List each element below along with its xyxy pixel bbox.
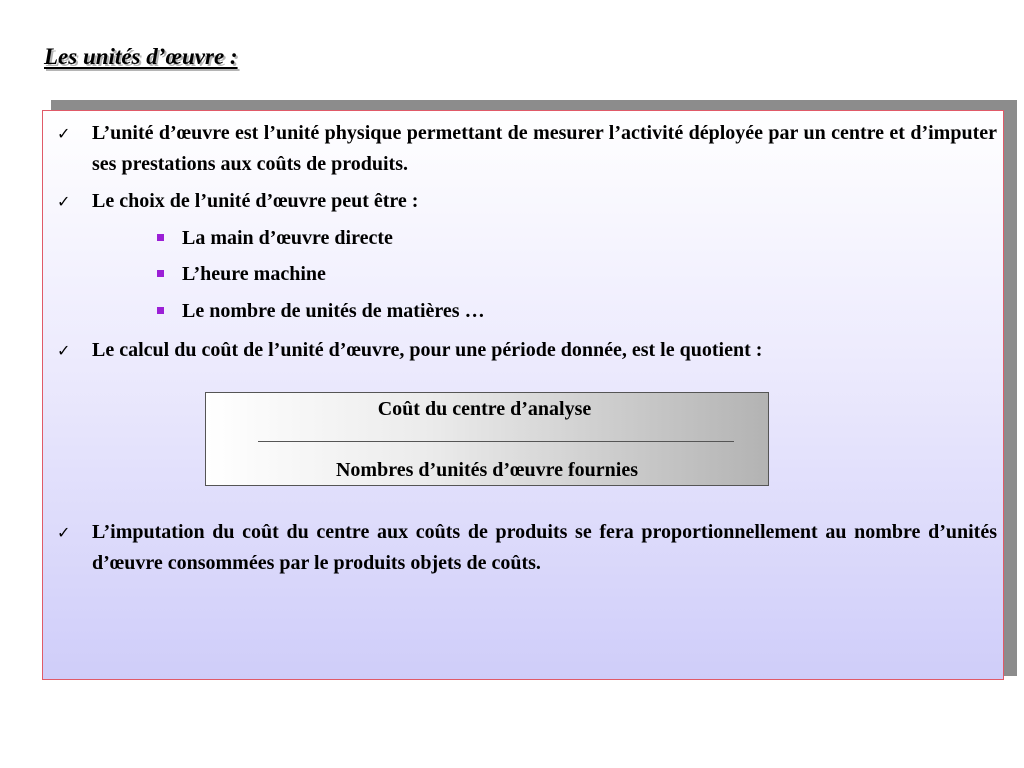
checkmark-icon: ✓ bbox=[57, 124, 71, 143]
sub-bullet-text: La main d’œuvre directe bbox=[182, 227, 393, 249]
formula-numerator: Coût du centre d’analyse bbox=[377, 398, 592, 420]
sub-bullet-matieres bbox=[157, 297, 485, 325]
fraction-line bbox=[258, 441, 734, 442]
square-bullet-icon bbox=[157, 270, 164, 277]
bullet-text: Le calcul du coût de l’unité d’œuvre, pour une période donnée, est le quotient : bbox=[92, 339, 763, 361]
bullet-choice bbox=[57, 186, 997, 217]
bullet-imputation bbox=[57, 517, 997, 579]
sub-bullet-main-oeuvre bbox=[157, 224, 393, 252]
square-bullet-icon bbox=[157, 234, 164, 241]
sub-bullet-text: L’heure machine bbox=[182, 263, 326, 285]
formula-box bbox=[205, 392, 769, 486]
formula-denominator: Nombres d’unités d’œuvre fournies bbox=[335, 459, 639, 481]
bullet-text: L’unité d’œuvre est l’unité physique permettant de mesurer l’activité déployée par un centre et d’imputer ses prestations aux coûts de produits. bbox=[92, 122, 997, 175]
checkmark-icon: ✓ bbox=[57, 192, 71, 211]
square-bullet-icon bbox=[157, 307, 164, 314]
sub-bullet-text: Le nombre de unités de matières … bbox=[182, 300, 485, 322]
bullet-text: Le choix de l’unité d’œuvre peut être : bbox=[92, 190, 419, 212]
slide-title: Les unités d’œuvre : bbox=[44, 44, 238, 69]
bullet-calcul bbox=[57, 335, 997, 366]
bullet-text: L’imputation du coût du centre aux coûts de produits se fera proportionnellement au nombre d’unités d’œuvre consommées par le produits objets de coûts. bbox=[92, 521, 997, 574]
sub-bullet-heure-machine bbox=[157, 260, 326, 288]
checkmark-icon: ✓ bbox=[57, 341, 71, 360]
content-panel bbox=[42, 110, 1004, 680]
checkmark-icon: ✓ bbox=[57, 523, 71, 542]
bullet-definition bbox=[57, 118, 997, 180]
